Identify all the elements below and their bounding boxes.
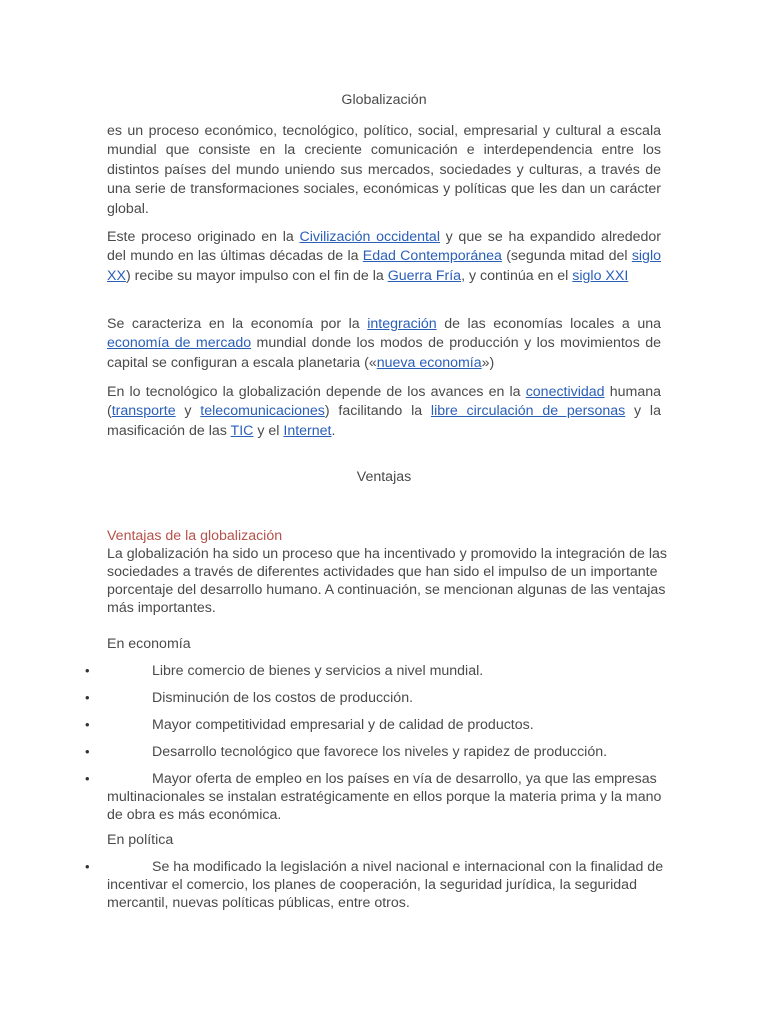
- link-siglo-xxi[interactable]: siglo XXI: [572, 267, 629, 284]
- list-item: [85, 858, 667, 912]
- tech-text-5: y la masificación de las: [107, 403, 661, 439]
- tech-text-7: .: [331, 422, 336, 439]
- list-item-text: Libre comercio de bienes y servicios a nivel mundial.: [152, 663, 484, 679]
- list-item: [85, 662, 667, 680]
- bullet-icon: •: [85, 744, 90, 759]
- link-economia-de-mercado[interactable]: economía de mercado: [107, 335, 252, 352]
- list-item: [85, 716, 667, 734]
- list-item-text: Mayor oferta de empleo en los países en vía de desarrollo, ya que las empresas multinacionales se instalan estratégicamente en ellos porque la materia prima y la mano de obra es más económica.: [107, 771, 662, 823]
- politica-heading: En política: [107, 832, 174, 848]
- economy-text-4: »): [481, 354, 495, 371]
- origin-paragraph: [107, 228, 661, 286]
- tech-text-3: y: [175, 403, 201, 420]
- bullet-icon: •: [85, 663, 90, 678]
- origin-text-3: (segunda mitad del: [501, 248, 632, 265]
- bullet-icon: •: [85, 859, 90, 874]
- origin-text-5: , y continúa en el: [461, 267, 573, 284]
- link-civilizacion-occidental[interactable]: Civilización occidental: [299, 229, 440, 245]
- link-guerra-fria[interactable]: Guerra Fría: [387, 267, 462, 284]
- intro-paragraph: [107, 122, 661, 219]
- ventajas-heading: Ventajas de la globalización: [107, 528, 283, 544]
- link-telecomunicaciones[interactable]: telecomunicaciones: [200, 403, 325, 420]
- economy-paragraph: [107, 315, 661, 373]
- list-item: [85, 770, 667, 824]
- tech-text-6: y el: [253, 422, 284, 439]
- document-title: Globalización: [341, 92, 427, 108]
- bullet-icon: •: [85, 771, 90, 786]
- list-item: [85, 689, 667, 707]
- link-transporte[interactable]: transporte: [111, 403, 176, 420]
- tech-text-4: ) facilitando la: [324, 403, 431, 420]
- link-internet[interactable]: Internet: [283, 422, 332, 439]
- intro-text: es un proceso económico, tecnológico, político, social, empresarial y cultural a escala mundial que consiste en la creciente comunicación e interdependencia entre los distintos países del mundo uniendo sus mercados, sociedades y culturas, a través de una serie de transformaciones sociales, económicas y políticas que les dan un carácter global.: [107, 123, 661, 217]
- list-item-text: Disminución de los costos de producción.: [152, 690, 414, 706]
- link-tic[interactable]: TIC: [230, 422, 254, 439]
- economia-heading: En economía: [107, 636, 191, 652]
- origin-text-1: Este proceso originado en la: [107, 229, 300, 245]
- link-integracion[interactable]: integración: [367, 316, 437, 332]
- link-edad-contemporanea[interactable]: Edad Contemporánea: [362, 248, 502, 265]
- origin-text-4: ) recibe su mayor impulso con el fin de la: [125, 267, 388, 284]
- ventajas-block: [107, 527, 667, 617]
- list-item-text: Se ha modificado la legislación a nivel nacional e internacional con la finalidad de incentivar el comercio, los planes de cooperación, la seguridad jurídica, la seguridad mercantil, nuevas políticas públicas, entre otros.: [107, 859, 664, 911]
- technology-paragraph: [107, 383, 661, 441]
- link-siglo-xx[interactable]: siglo XX: [107, 248, 661, 284]
- list-item-text: Mayor competitividad empresarial y de calidad de productos.: [152, 717, 534, 733]
- tech-text-1: En lo tecnológico la globalización depende de los avances en la: [107, 384, 526, 400]
- link-libre-circulacion[interactable]: libre circulación de personas: [430, 403, 626, 420]
- tech-text-2: humana (: [107, 384, 661, 420]
- ventajas-title: Ventajas: [356, 469, 412, 485]
- link-nueva-economia[interactable]: nueva economía: [376, 354, 482, 371]
- link-conectividad[interactable]: conectividad: [525, 384, 605, 400]
- origin-text-2: y que se ha expandido alrededor del mundo en las últimas décadas de la: [107, 229, 662, 265]
- list-item: [85, 743, 667, 761]
- economy-text-3: mundial donde los modos de producción y los movimientos de capital se configuran a escala planetaria («: [107, 335, 661, 371]
- ventajas-intro: La globalización ha sido un proceso que ha incentivado y promovido la integración de las sociedades a través de diferentes actividades que han sido el impulso de un importante porcentaje del desarrollo humano. A continuación, se mencionan algunas de las ventajas más importantes.: [107, 546, 667, 616]
- bullet-icon: •: [85, 717, 90, 732]
- list-item-text: Desarrollo tecnológico que favorece los niveles y rapidez de producción.: [152, 744, 608, 760]
- economy-text-2: de las economías locales a una: [436, 316, 661, 332]
- bullet-icon: •: [85, 690, 90, 705]
- economy-text-1: Se caracteriza en la economía por la: [107, 316, 368, 332]
